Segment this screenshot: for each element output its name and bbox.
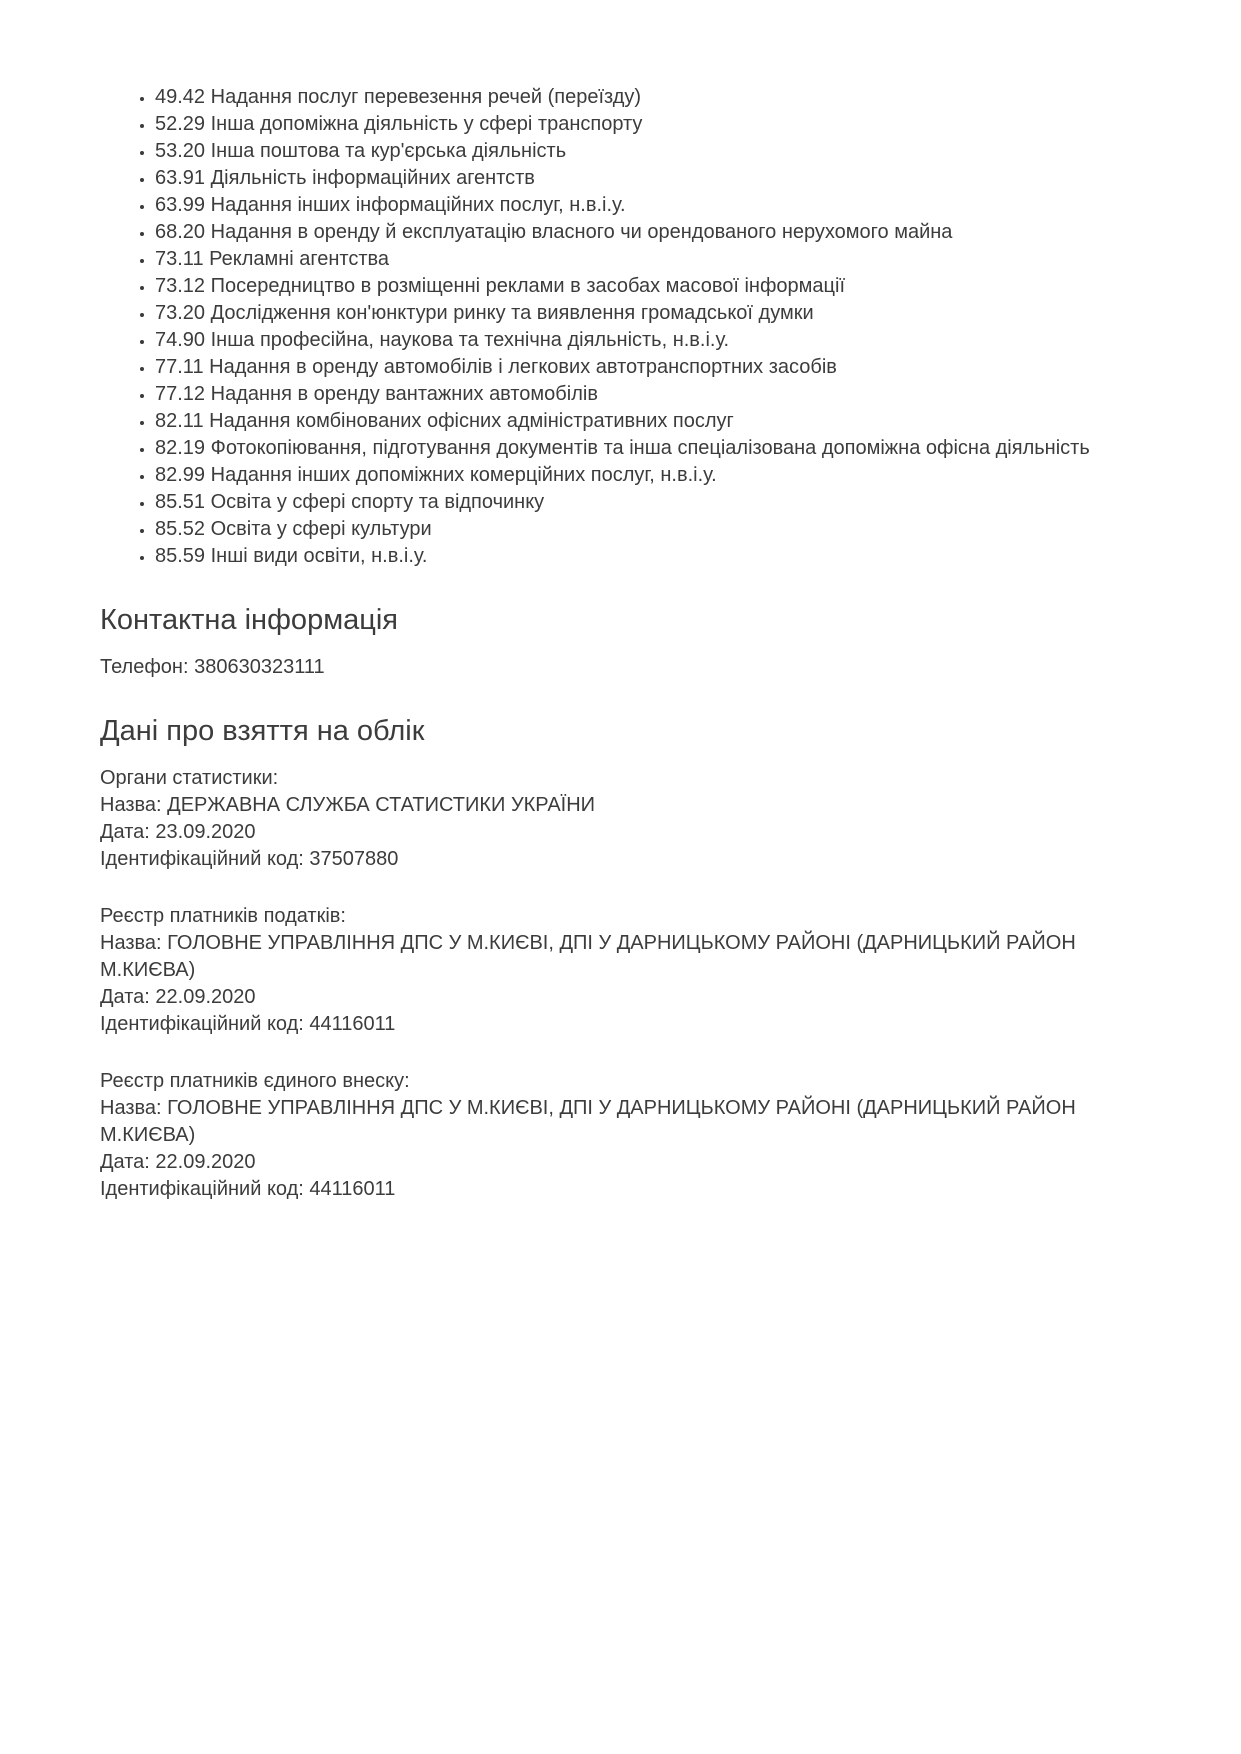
activity-list bbox=[100, 84, 1163, 570]
record-date-label: Дата: bbox=[100, 986, 150, 1008]
phone-line bbox=[100, 654, 1163, 681]
activity-code: 74.90 bbox=[155, 329, 206, 351]
phone-label: Телефон: bbox=[100, 656, 189, 678]
activity-item bbox=[155, 408, 1163, 435]
record-date-line bbox=[100, 819, 1163, 846]
registration-record bbox=[100, 1068, 1163, 1203]
activity-label: Надання послуг перевезення речей (переїзду) bbox=[210, 86, 642, 108]
record-code-label: Ідентифікаційний код: bbox=[100, 848, 304, 870]
activity-item bbox=[155, 138, 1163, 165]
activity-label: Інша професійна, наукова та технічна діяльність, н.в.і.у. bbox=[210, 329, 730, 351]
activity-code: 49.42 bbox=[155, 86, 206, 108]
record-code-line bbox=[100, 1176, 1163, 1203]
record-date-label: Дата: bbox=[100, 821, 150, 843]
record-date-value: 22.09.2020 bbox=[155, 1151, 256, 1173]
record-name-value: ГОЛОВНЕ УПРАВЛІННЯ ДПС У М.КИЄВІ, ДПІ У ДАРНИЦЬКОМУ РАЙОНІ (ДАРНИЦЬКИЙ РАЙОН М.КИЄВА) bbox=[100, 932, 1076, 981]
activity-label: Надання в оренду автомобілів і легкових автотранспортних засобів bbox=[209, 356, 837, 378]
registry-name-line bbox=[100, 765, 1163, 792]
activity-item bbox=[155, 327, 1163, 354]
activity-label: Посередництво в розміщенні реклами в засобах масової інформації bbox=[210, 275, 846, 297]
activity-item bbox=[155, 516, 1163, 543]
activity-code: 73.12 bbox=[155, 275, 206, 297]
activity-item bbox=[155, 435, 1163, 462]
activity-label: Надання інших допоміжних комерційних послуг, н.в.і.у. bbox=[210, 464, 717, 486]
record-date-value: 22.09.2020 bbox=[155, 986, 256, 1008]
registration-record bbox=[100, 903, 1163, 1038]
activity-item bbox=[155, 84, 1163, 111]
activity-item bbox=[155, 111, 1163, 138]
activity-code: 73.20 bbox=[155, 302, 206, 324]
registry-name: Органи статистики: bbox=[100, 767, 279, 789]
activity-label: Фотокопіювання, підготування документів та інша спеціалізована допоміжна офісна діяльність bbox=[210, 437, 1090, 459]
record-name-label: Назва: bbox=[100, 932, 162, 954]
record-date-line bbox=[100, 984, 1163, 1011]
activity-item bbox=[155, 192, 1163, 219]
record-name-label: Назва: bbox=[100, 1097, 162, 1119]
activity-item bbox=[155, 381, 1163, 408]
registry-name-line bbox=[100, 1068, 1163, 1095]
activity-item bbox=[155, 354, 1163, 381]
activity-code: 82.11 bbox=[155, 410, 204, 432]
activity-label: Надання інших інформаційних послуг, н.в.і.у. bbox=[210, 194, 626, 216]
activity-label: Діяльність інформаційних агентств bbox=[210, 167, 535, 189]
activity-label: Інші види освіти, н.в.і.у. bbox=[210, 545, 428, 567]
activity-item bbox=[155, 165, 1163, 192]
activity-label: Рекламні агентства bbox=[209, 248, 390, 270]
registry-name: Реєстр платників єдиного внеску: bbox=[100, 1070, 410, 1092]
activity-item bbox=[155, 300, 1163, 327]
activity-code: 68.20 bbox=[155, 221, 206, 243]
registration-record bbox=[100, 765, 1163, 873]
activity-code: 53.20 bbox=[155, 140, 206, 162]
record-name-line bbox=[100, 1095, 1163, 1149]
activity-code: 63.91 bbox=[155, 167, 206, 189]
activity-label: Надання в оренду вантажних автомобілів bbox=[210, 383, 598, 405]
activity-item bbox=[155, 543, 1163, 570]
activity-item bbox=[155, 246, 1163, 273]
record-code-value: 44116011 bbox=[309, 1178, 396, 1200]
activity-label: Освіта у сфері культури bbox=[210, 518, 432, 540]
activity-label: Освіта у сфері спорту та відпочинку bbox=[210, 491, 545, 513]
activity-code: 85.51 bbox=[155, 491, 206, 513]
registry-name: Реєстр платників податків: bbox=[100, 905, 346, 927]
activity-item bbox=[155, 273, 1163, 300]
record-name-label: Назва: bbox=[100, 794, 162, 816]
activity-code: 77.12 bbox=[155, 383, 206, 405]
record-name-value: ДЕРЖАВНА СЛУЖБА СТАТИСТИКИ УКРАЇНИ bbox=[167, 794, 596, 816]
activity-item bbox=[155, 219, 1163, 246]
record-name-line bbox=[100, 792, 1163, 819]
activity-code: 77.11 bbox=[155, 356, 204, 378]
contact-heading: Контактна інформація bbox=[100, 604, 399, 636]
record-date-label: Дата: bbox=[100, 1151, 150, 1173]
activity-code: 63.99 bbox=[155, 194, 206, 216]
activity-code: 82.99 bbox=[155, 464, 206, 486]
activity-label: Надання комбінованих офісних адміністративних послуг bbox=[209, 410, 734, 432]
activity-label: Інша поштова та кур'єрська діяльність bbox=[210, 140, 567, 162]
record-name-value: ГОЛОВНЕ УПРАВЛІННЯ ДПС У М.КИЄВІ, ДПІ У ДАРНИЦЬКОМУ РАЙОНІ (ДАРНИЦЬКИЙ РАЙОН М.КИЄВА) bbox=[100, 1097, 1076, 1146]
record-code-value: 37507880 bbox=[309, 848, 399, 870]
activity-code: 82.19 bbox=[155, 437, 206, 459]
registration-records bbox=[100, 765, 1163, 1203]
activity-label: Інша допоміжна діяльність у сфері транспорту bbox=[210, 113, 643, 135]
record-code-value: 44116011 bbox=[309, 1013, 396, 1035]
activity-item bbox=[155, 489, 1163, 516]
activity-item bbox=[155, 462, 1163, 489]
activity-code: 85.59 bbox=[155, 545, 206, 567]
phone-value: 380630323111 bbox=[194, 656, 325, 678]
record-date-value: 23.09.2020 bbox=[155, 821, 256, 843]
activity-code: 85.52 bbox=[155, 518, 206, 540]
registration-heading: Дані про взяття на облік bbox=[100, 715, 425, 747]
activity-label: Дослідження кон'юнктури ринку та виявлення громадської думки bbox=[210, 302, 814, 324]
record-name-line bbox=[100, 930, 1163, 984]
record-date-line bbox=[100, 1149, 1163, 1176]
activity-code: 73.11 bbox=[155, 248, 204, 270]
record-code-line bbox=[100, 846, 1163, 873]
activity-code: 52.29 bbox=[155, 113, 206, 135]
record-code-label: Ідентифікаційний код: bbox=[100, 1013, 304, 1035]
registry-name-line bbox=[100, 903, 1163, 930]
record-code-label: Ідентифікаційний код: bbox=[100, 1178, 304, 1200]
record-code-line bbox=[100, 1011, 1163, 1038]
activity-label: Надання в оренду й експлуатацію власного чи орендованого нерухомого майна bbox=[210, 221, 953, 243]
